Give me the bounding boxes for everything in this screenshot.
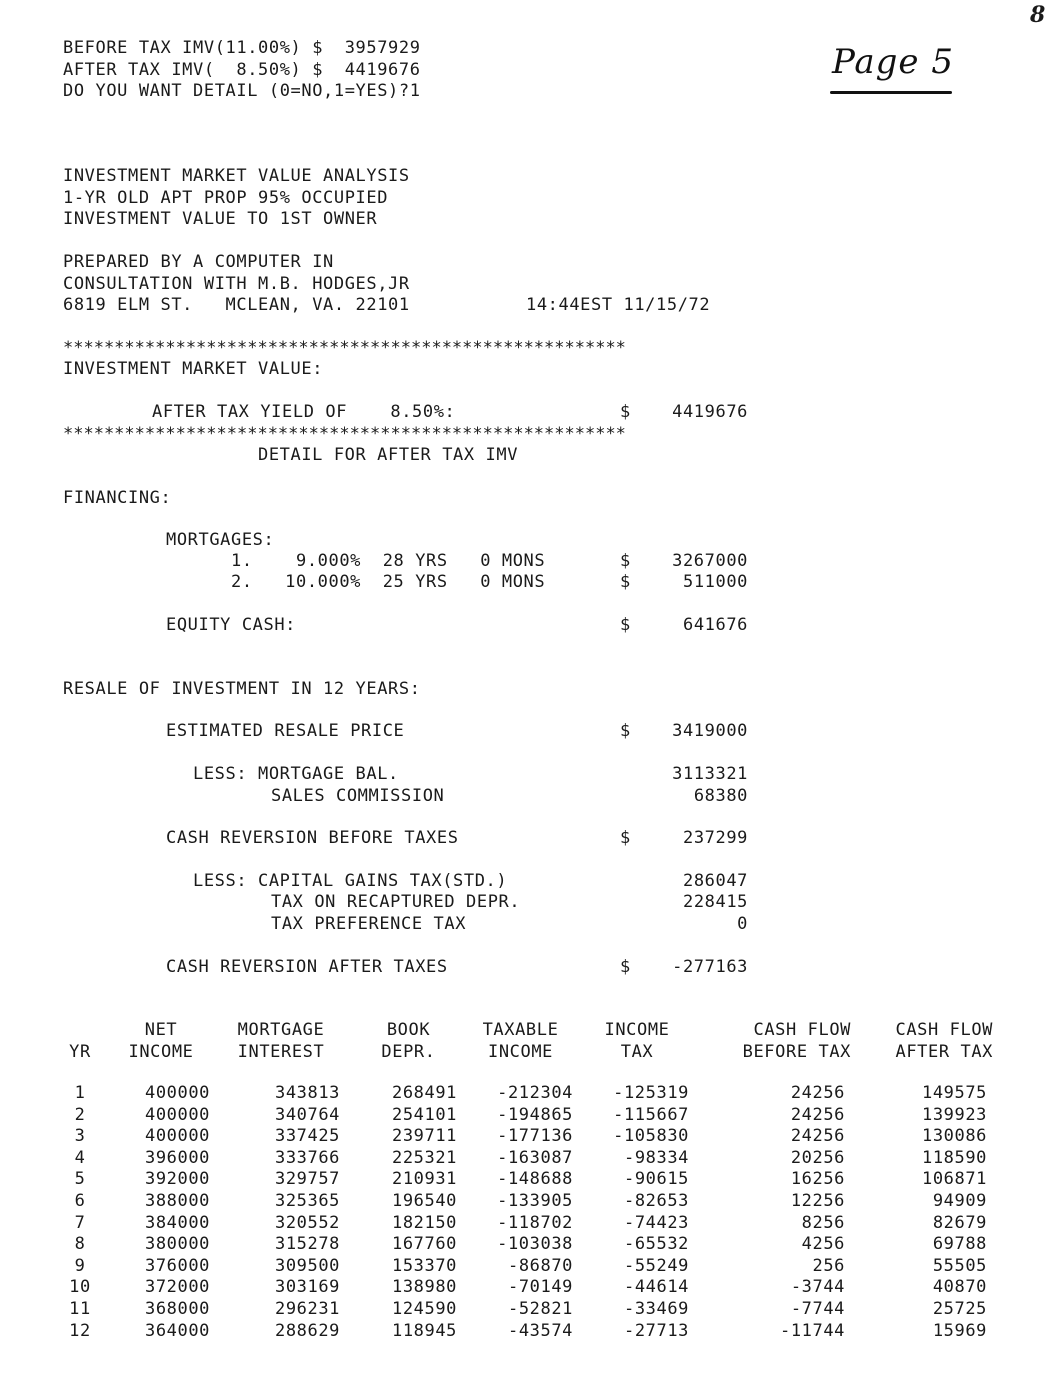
table-cell-taxable-income: -148688 [497,1169,573,1190]
table-cell-book-depr: 268491 [391,1083,457,1103]
mortgage-2-amount: 511000 [682,572,748,592]
resale-price-value: 3419000 [672,721,748,741]
table-header-cash-flow-before-tax-line1: CASH FLOW [753,1020,851,1040]
mortgage-1-dollar: $ [620,551,631,571]
table-cell-net-income: 380000 [144,1234,210,1255]
table-cell-income-tax: -98334 [623,1147,689,1168]
sales-commission-value: 68380 [693,786,748,806]
table-cell-cash-flow-after-tax: 69788 [932,1234,987,1255]
table-cell-cash-flow-before-tax: 16256 [790,1169,845,1190]
table-header-taxable-income [462,1019,579,1063]
table-cell-mortgage-interest: 309500 [274,1255,340,1276]
table-cell-mortgage-interest: 303169 [274,1277,340,1298]
table-cell-taxable-income: -133905 [497,1191,573,1211]
resale-price-dollar: $ [620,721,631,741]
separator-bottom: ******************************************************* [63,424,626,444]
mortgage-1-amount: 3267000 [672,551,748,571]
table-cell-cash-flow-after-tax: 82679 [932,1212,987,1233]
capital-gains-label: LESS: CAPITAL GAINS TAX(STD.) [193,871,508,891]
table-cell-yr: 2 [74,1104,86,1125]
table-cell-book-depr: 239711 [391,1126,457,1147]
handwritten-page-number: 8 [1030,2,1046,28]
table-cell-taxable-income: -43574 [507,1320,573,1341]
mortgage-2-dollar: $ [620,572,631,592]
equity-dollar: $ [620,615,631,635]
table-cell-yr: 5 [74,1169,86,1190]
table-header-income-tax-line1: INCOME [604,1020,670,1040]
reversion-after-dollar: $ [620,957,631,977]
imv-yield-label: AFTER TAX YIELD OF 8.50%: [152,402,456,422]
table-cell-book-depr: 182150 [391,1212,457,1233]
table-cell-cash-flow-before-tax: 24256 [790,1104,845,1125]
detail-prompt-line: DO YOU WANT DETAIL (0=NO,1=YES)?1 [63,81,421,101]
table-cell-book-depr: 138980 [391,1277,457,1298]
table-header-yr [60,1019,100,1063]
resale-heading: RESALE OF INVESTMENT IN 12 YEARS: [63,679,421,699]
page-label-underline [830,91,952,94]
table-cell-taxable-income: -70149 [507,1277,573,1298]
table-cell-taxable-income: -163087 [497,1147,573,1168]
table-cell-cash-flow-before-tax: -3744 [790,1277,845,1298]
preference-tax-label: TAX PREFERENCE TAX [271,914,467,934]
table-cell-net-income: 392000 [144,1169,210,1190]
table-cell-cash-flow-before-tax: -11744 [779,1320,845,1341]
table-cell-net-income: 364000 [144,1320,210,1341]
table-cell-taxable-income: -177136 [497,1126,573,1147]
table-cell-mortgage-interest: 296231 [274,1299,340,1319]
table-cell-yr: 7 [74,1212,86,1233]
table-cell-cash-flow-before-tax: 20256 [790,1147,845,1168]
reversion-after-label: CASH REVERSION AFTER TAXES [166,957,448,977]
table-cell-cash-flow-after-tax: 55505 [932,1255,987,1276]
report-title: INVESTMENT MARKET VALUE ANALYSIS [63,166,410,186]
recaptured-depr-label: TAX ON RECAPTURED DEPR. [271,892,521,912]
table-cell-book-depr: 254101 [391,1104,457,1125]
table-header-cash-flow-after-tax [849,1019,993,1063]
table-cell-cash-flow-after-tax: 118590 [921,1147,987,1168]
mortgage-1-line: 1. 9.000% 28 YRS 0 MONS [231,551,546,571]
table-cell-cash-flow-before-tax: 12256 [790,1191,845,1211]
table-cell-income-tax: -44614 [623,1277,689,1298]
table-cell-cash-flow-before-tax: 8256 [801,1212,845,1233]
table-cell-cash-flow-after-tax: 130086 [921,1126,987,1147]
prepared-by-line: PREPARED BY A COMPUTER IN [63,252,334,272]
after-tax-imv-line: AFTER TAX IMV( 8.50%) $ 4419676 [63,60,421,80]
mortgage-balance-value: 3113321 [672,764,748,784]
imv-value: 4419676 [672,402,748,422]
table-cell-taxable-income: -212304 [497,1083,573,1103]
mortgage-balance-label: LESS: MORTGAGE BAL. [193,764,399,784]
table-header-income-tax [579,1019,695,1063]
table-cell-mortgage-interest: 315278 [274,1234,340,1255]
mortgage-2-line: 2. 10.000% 25 YRS 0 MONS [231,572,546,592]
table-cell-income-tax: -82653 [623,1191,689,1211]
table-header-taxable-income-line2: INCOME [487,1042,553,1062]
table-cell-book-depr: 124590 [391,1299,457,1319]
handwritten-page-label: Page 5 [832,42,954,82]
table-header-mortgage-interest [216,1019,346,1063]
table-cell-income-tax: -27713 [623,1320,689,1341]
table-cell-net-income: 400000 [144,1083,210,1103]
table-cell-income-tax: -74423 [623,1212,689,1233]
report-subtitle: 1-YR OLD APT PROP 95% OCCUPIED [63,188,389,208]
table-cell-yr: 10 [69,1277,91,1298]
table-cell-income-tax: -90615 [623,1169,689,1190]
reversion-before-dollar: $ [620,828,631,848]
recaptured-depr-value: 228415 [682,892,748,912]
equity-value: 641676 [682,615,748,635]
table-cell-mortgage-interest: 329757 [274,1169,340,1190]
table-cell-mortgage-interest: 343813 [274,1083,340,1103]
table-cell-net-income: 396000 [144,1147,210,1168]
table-cell-taxable-income: -103038 [497,1234,573,1255]
table-cell-book-depr: 225321 [391,1147,457,1168]
preference-tax-value: 0 [737,914,748,934]
equity-label: EQUITY CASH: [166,615,297,635]
table-cell-mortgage-interest: 337425 [274,1126,340,1147]
table-cell-income-tax: -115667 [613,1104,689,1125]
table-cell-taxable-income: -52821 [507,1299,573,1319]
table-header-cash-flow-after-tax-line1: CASH FLOW [895,1020,993,1040]
table-header-yr-line1 [60,1019,100,1041]
reversion-before-label: CASH REVERSION BEFORE TAXES [166,828,459,848]
table-cell-book-depr: 167760 [391,1234,457,1255]
report-subtitle-2: INVESTMENT VALUE TO 1ST OWNER [63,209,378,229]
table-header-book-depr [354,1019,463,1063]
table-cell-net-income: 376000 [144,1255,210,1276]
table-header-cash-flow-after-tax-line2: AFTER TAX [895,1042,993,1062]
table-cell-yr: 9 [74,1255,86,1276]
table-cell-cash-flow-before-tax: 24256 [790,1083,845,1103]
table-cell-yr: 11 [69,1299,91,1319]
mortgages-label: MORTGAGES: [166,530,275,550]
table-cell-cash-flow-after-tax: 25725 [932,1299,987,1319]
detail-heading: DETAIL FOR AFTER TAX IMV [258,445,519,465]
address-line: 6819 ELM ST. MCLEAN, VA. 22101 [63,295,410,315]
table-cell-income-tax: -65532 [623,1234,689,1255]
table-cell-yr: 1 [74,1083,86,1103]
imv-heading: INVESTMENT MARKET VALUE: [63,359,324,379]
table-cell-taxable-income: -194865 [497,1104,573,1125]
table-cell-cash-flow-before-tax: 24256 [790,1126,845,1147]
table-cell-book-depr: 196540 [391,1191,457,1211]
table-cell-income-tax: -105830 [613,1126,689,1147]
table-header-cash-flow-before-tax [694,1019,851,1063]
table-cell-cash-flow-before-tax: -7744 [790,1299,845,1319]
table-header-mortgage-interest-line1: MORTGAGE [237,1020,325,1040]
table-cell-yr: 12 [69,1320,91,1341]
table-cell-book-depr: 118945 [391,1320,457,1341]
reversion-before-value: 237299 [682,828,748,848]
imv-dollar-sign: $ [620,402,631,422]
table-cell-cash-flow-after-tax: 94909 [932,1191,987,1211]
table-header-taxable-income-line1: TAXABLE [482,1020,559,1040]
table-cell-net-income: 400000 [144,1104,210,1125]
timestamp: 14:44EST 11/15/72 [526,295,711,315]
table-cell-cash-flow-before-tax: 256 [812,1255,845,1276]
table-cell-book-depr: 153370 [391,1255,457,1276]
table-cell-mortgage-interest: 333766 [274,1147,340,1168]
table-header-book-depr-line1: BOOK [386,1020,431,1040]
table-cell-cash-flow-after-tax: 139923 [921,1104,987,1125]
table-cell-yr: 3 [74,1126,86,1147]
resale-price-label: ESTIMATED RESALE PRICE [166,721,405,741]
reversion-after-value: -277163 [672,957,748,977]
table-header-income-tax-line2: TAX [620,1042,654,1062]
table-header-cash-flow-before-tax-line2: BEFORE TAX [742,1042,851,1062]
consultation-line: CONSULTATION WITH M.B. HODGES,JR [63,274,410,294]
before-tax-imv-line: BEFORE TAX IMV(11.00%) $ 3957929 [63,38,421,58]
capital-gains-value: 286047 [682,871,748,891]
table-cell-taxable-income: -86870 [507,1255,573,1276]
table-cell-yr: 6 [74,1191,86,1211]
table-header-book-depr-line2: DEPR. [381,1042,436,1062]
table-header-yr-line2: YR [69,1042,91,1062]
table-cell-cash-flow-after-tax: 15969 [932,1320,987,1341]
sales-commission-label: SALES COMMISSION [271,786,445,806]
table-cell-cash-flow-after-tax: 149575 [921,1083,987,1103]
table-cell-income-tax: -55249 [623,1255,689,1276]
table-cell-net-income: 372000 [144,1277,210,1298]
table-cell-net-income: 384000 [144,1212,210,1233]
table-header-net-income-line1: NET [144,1020,178,1040]
table-cell-cash-flow-after-tax: 40870 [932,1277,987,1298]
table-header-net-income [106,1019,216,1063]
table-cell-income-tax: -125319 [613,1083,689,1103]
table-cell-book-depr: 210931 [391,1169,457,1190]
table-cell-mortgage-interest: 325365 [274,1191,340,1211]
table-cell-mortgage-interest: 288629 [274,1320,340,1341]
table-cell-income-tax: -33469 [623,1299,689,1319]
table-cell-cash-flow-before-tax: 4256 [801,1234,845,1255]
table-cell-mortgage-interest: 320552 [274,1212,340,1233]
table-cell-cash-flow-after-tax: 106871 [921,1169,987,1190]
table-header-net-income-line2: INCOME [128,1042,194,1062]
separator-top: ******************************************************* [63,338,626,358]
table-cell-net-income: 400000 [144,1126,210,1147]
financing-heading: FINANCING: [63,488,172,508]
table-cell-yr: 4 [74,1147,86,1168]
table-cell-yr: 8 [74,1234,86,1255]
table-cell-net-income: 388000 [144,1191,210,1211]
table-cell-mortgage-interest: 340764 [274,1104,340,1125]
table-header-mortgage-interest-line2: INTEREST [237,1042,325,1062]
table-cell-taxable-income: -118702 [497,1212,573,1233]
table-cell-net-income: 368000 [144,1299,210,1319]
